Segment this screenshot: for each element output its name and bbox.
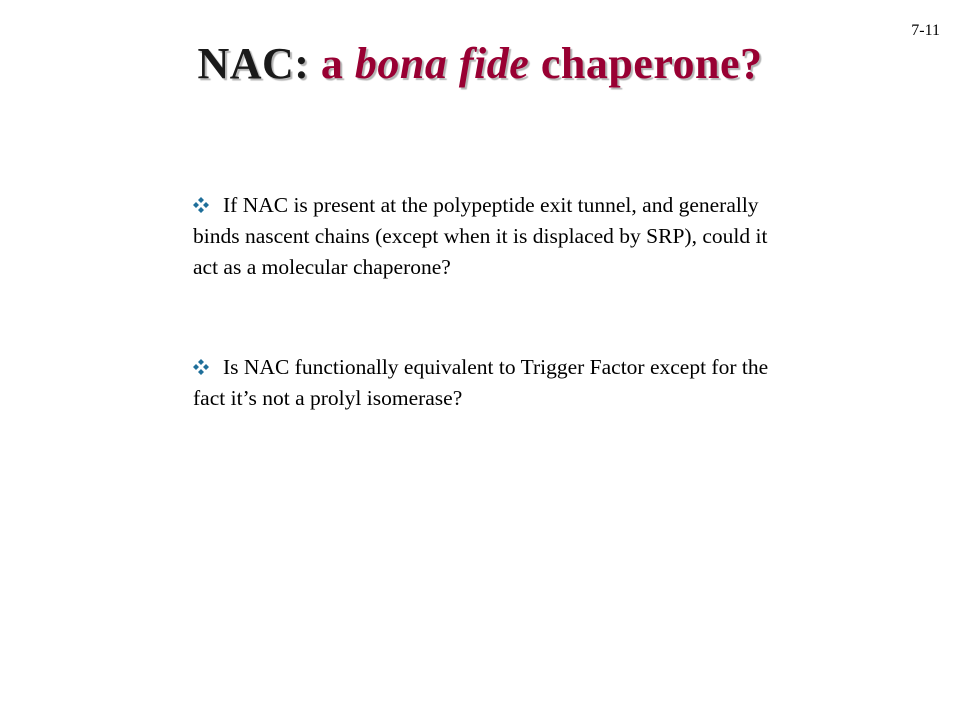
bullet-text: If NAC is present at the polypeptide exit tunnel, and generally binds nascent chains (except when it is displaced by SRP), could it act as a molecular chaperone? <box>193 193 768 279</box>
diamond-bullet-icon <box>193 197 209 213</box>
bullet-list <box>193 190 773 414</box>
slide-number: 7-11 <box>911 22 940 39</box>
bullet-text: Is NAC functionally equivalent to Trigger Factor except for the fact it’s not a prolyl isomerase? <box>193 355 769 410</box>
bullet-item <box>193 352 773 414</box>
diamond-bullet-icon <box>193 359 209 375</box>
title-part-nac: NAC: <box>197 39 310 88</box>
title-part-chaperone: chaperone? <box>529 39 763 88</box>
slide-title <box>0 38 960 89</box>
title-part-bona-fide: bona fide <box>354 39 530 88</box>
bullet-item <box>193 190 773 283</box>
title-part-a: a <box>309 39 355 88</box>
